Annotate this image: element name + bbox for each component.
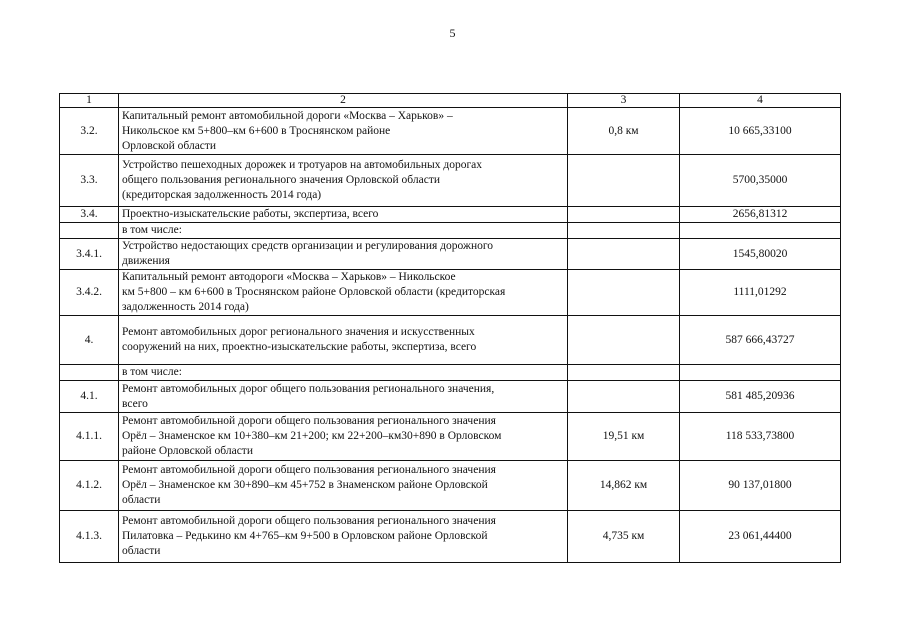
amount-cell xyxy=(680,365,841,381)
table-row xyxy=(60,316,841,365)
description-cell xyxy=(119,155,568,207)
item-number-cell: 3.4.1. xyxy=(60,239,119,270)
description-line: Устройство пешеходных дорожек и тротуаров на автомобильных дорогах xyxy=(122,159,483,171)
amount-cell: 23 061,44400 xyxy=(680,511,841,563)
description-cell xyxy=(119,270,568,316)
description-line: (кредиторская задолженность 2014 года) xyxy=(122,189,322,201)
description-cell xyxy=(119,365,568,381)
description-line: Орёл – Знаменское км 30+890–км 45+752 в Знаменском районе Орловской xyxy=(122,479,488,491)
length-cell xyxy=(568,316,680,365)
description-cell xyxy=(119,461,568,511)
description-line: Орловской области xyxy=(122,139,217,152)
description-line: всего xyxy=(122,397,148,410)
item-number-cell: 4.1.2. xyxy=(60,461,119,511)
amount-cell: 2656,81312 xyxy=(680,207,841,223)
description-line: Капитальный ремонт автомобильной дороги «Москва – Харьков» – xyxy=(122,109,453,122)
length-cell xyxy=(568,270,680,316)
length-cell: 19,51 км xyxy=(568,413,680,461)
length-cell: 0,8 км xyxy=(568,108,680,155)
item-number-cell: 3.4. xyxy=(60,207,119,223)
description-line: Орёл – Знаменское км 10+380–км 21+200; км 22+200–км30+890 в Орловском xyxy=(122,430,502,442)
item-number-cell: 4. xyxy=(60,316,119,365)
item-number-cell: 4.1.1. xyxy=(60,413,119,461)
length-cell xyxy=(568,381,680,413)
length-cell: 4,735 км xyxy=(568,511,680,563)
table-row xyxy=(60,270,841,316)
table-row xyxy=(60,108,841,155)
length-cell xyxy=(568,365,680,381)
description-cell xyxy=(119,316,568,365)
amount-cell xyxy=(680,223,841,239)
item-number-cell: 3.3. xyxy=(60,155,119,207)
description-line: области xyxy=(122,494,161,506)
description-line: Ремонт автомобильных дорог общего пользования регионального значения, xyxy=(122,382,495,395)
page-number: 5 xyxy=(449,26,456,40)
table-row xyxy=(60,461,841,511)
description-line: Ремонт автомобильных дорог регионального значения и искусственных xyxy=(122,326,475,338)
description-cell xyxy=(119,381,568,413)
length-cell xyxy=(568,155,680,207)
item-number-cell: 3.4.2. xyxy=(60,270,119,316)
table-row xyxy=(60,155,841,207)
amount-cell: 90 137,01800 xyxy=(680,461,841,511)
description-line: Капитальный ремонт автодороги «Москва – Харьков» – Никольское xyxy=(122,271,456,283)
table-header-row xyxy=(60,94,841,108)
length-cell: 14,862 км xyxy=(568,461,680,511)
table-row xyxy=(60,381,841,413)
description-line: Никольское км 5+800–км 6+600 в Троснянском районе xyxy=(122,124,391,137)
table-row xyxy=(60,223,841,239)
length-cell xyxy=(568,239,680,270)
description-cell xyxy=(119,239,568,270)
description-cell xyxy=(119,108,568,155)
table-row xyxy=(60,365,841,381)
description-line: районе Орловской области xyxy=(122,445,253,457)
item-number-cell: 3.2. xyxy=(60,108,119,155)
amount-cell: 581 485,20936 xyxy=(680,381,841,413)
description-line: Пилатовка – Редькино км 4+765–км 9+500 в Орловском районе Орловской xyxy=(122,530,488,542)
item-number-cell xyxy=(60,223,119,239)
table-row xyxy=(60,511,841,563)
description-line: в том числе: xyxy=(122,224,182,236)
description-line: км 5+800 – км 6+600 в Троснянском районе Орловской области (кредиторская xyxy=(122,286,506,298)
amount-cell: 10 665,33100 xyxy=(680,108,841,155)
description-line: Ремонт автомобильной дороги общего пользования регионального значения xyxy=(122,464,496,476)
description-cell xyxy=(119,207,568,223)
table-row xyxy=(60,239,841,270)
description-line: движения xyxy=(122,255,170,267)
description-cell xyxy=(119,223,568,239)
description-line: Устройство недостающих средств организации и регулирования дорожного xyxy=(122,240,494,252)
item-number-cell: 4.1. xyxy=(60,381,119,413)
amount-cell: 5700,35000 xyxy=(680,155,841,207)
column-header: 2 xyxy=(119,94,568,108)
amount-cell: 587 666,43727 xyxy=(680,316,841,365)
description-cell xyxy=(119,511,568,563)
table-row xyxy=(60,413,841,461)
item-number-cell xyxy=(60,365,119,381)
description-line: области xyxy=(122,545,161,557)
length-cell xyxy=(568,223,680,239)
budget-table xyxy=(59,93,841,563)
description-line: Ремонт автомобильной дороги общего пользования регионального значения xyxy=(122,415,496,427)
amount-cell: 1545,80020 xyxy=(680,239,841,270)
description-line: общего пользования регионального значения Орловской области xyxy=(122,174,440,186)
description-cell xyxy=(119,413,568,461)
amount-cell: 118 533,73800 xyxy=(680,413,841,461)
description-line: сооружений на них, проектно-изыскательские работы, экспертиза, всего xyxy=(122,341,477,353)
amount-cell: 1111,01292 xyxy=(680,270,841,316)
table-row xyxy=(60,207,841,223)
description-line: в том числе: xyxy=(122,366,182,378)
description-line: Ремонт автомобильной дороги общего пользования регионального значения xyxy=(122,515,496,527)
description-line: задолженность 2014 года) xyxy=(122,301,249,313)
description-line: Проектно-изыскательские работы, экспертиза, всего xyxy=(122,208,379,220)
item-number-cell: 4.1.3. xyxy=(60,511,119,563)
length-cell xyxy=(568,207,680,223)
column-header: 4 xyxy=(680,94,841,108)
column-header: 3 xyxy=(568,94,680,108)
column-header: 1 xyxy=(60,94,119,108)
